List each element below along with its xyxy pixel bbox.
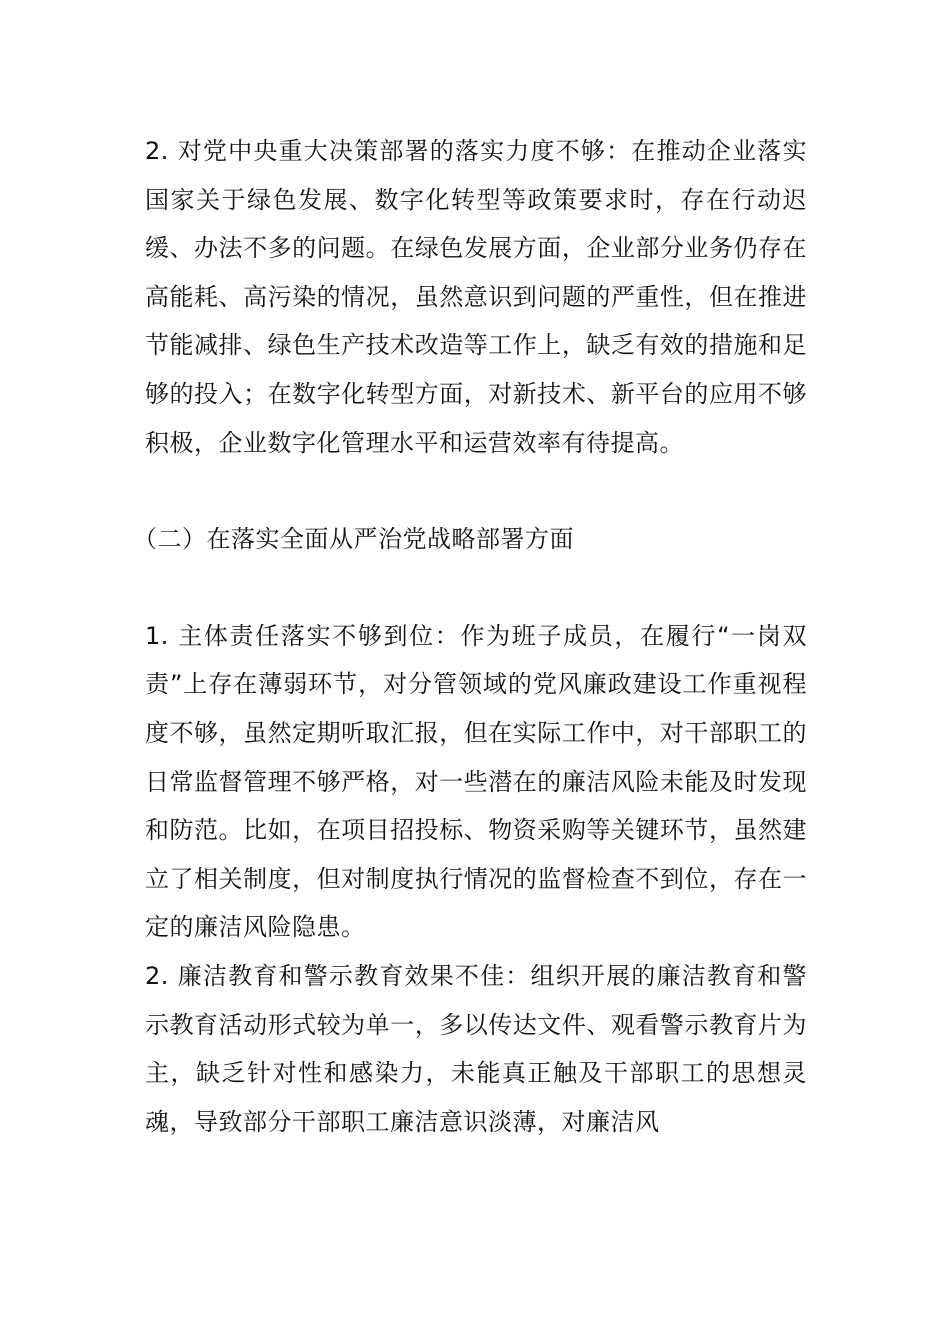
paragraph-integrity-education: 2. 廉洁教育和警示教育效果不佳：组织开展的廉洁教育和警示教育活动形式较为单一，多以传达文件、观看警示教育片为主，缺乏针对性和感染力，未能真正触及干部职工的思想灵魂，导致部分干部职工廉洁意识淡薄，对廉洁风: [145, 961, 807, 1136]
paragraph-green-digital: 2. 对党中央重大决策部署的落实力度不够：在推动企业落实国家关于绿色发展、数字化转型等政策要求时，存在行动迟缓、办法不多的问题。在绿色发展方面，企业部分业务仍存在高能耗、高污染的情况，虽然意识到问题的严重性，但在推进节能减排、绿色生产技术改造等工作上，缺乏有效的措施和足够的投入；在数字化转型方面，对新技术、新平台的应用不够积极，企业数字化管理水平和运营效率有待提高。: [145, 137, 807, 457]
document-body: [133, 127, 807, 1146]
paragraph-main-responsibility: 1. 主体责任落实不够到位：作为班子成员，在履行“一岗双责”上存在薄弱环节，对分管领域的党风廉政建设工作重视程度不够，虽然定期听取汇报，但在实际工作中，对干部职工的日常监督管理不够严格，对一些潜在的廉洁风险未能及时发现和防范。比如，在项目招投标、物资采购等关键环节，虽然建立了相关制度，但对制度执行情况的监督检查不到位，存在一定的廉洁风险隐患。: [145, 621, 807, 942]
section-heading: （二）在落实全面从严治党战略部署方面: [133, 525, 574, 554]
